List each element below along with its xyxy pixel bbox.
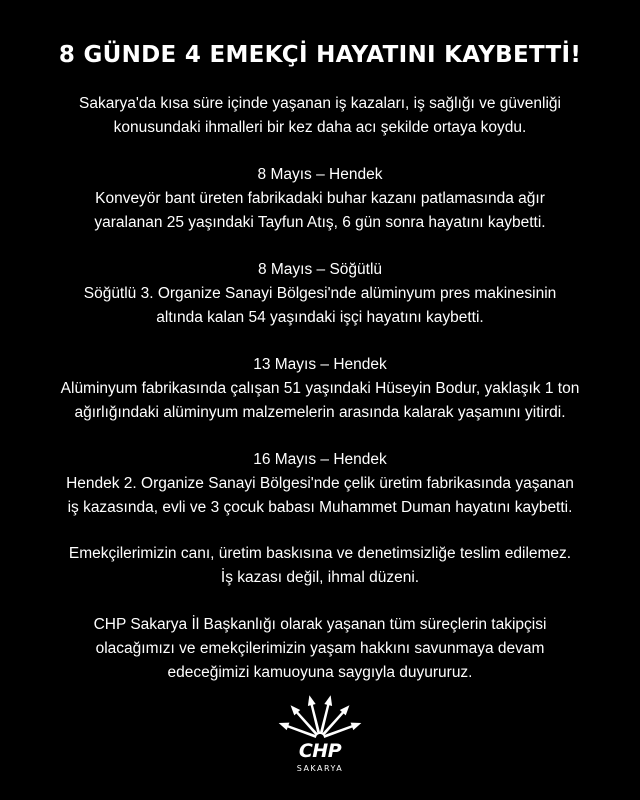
incident-line: iş kazasında, evli ve 3 çocuk babası Muhammet Duman hayatını kaybetti. xyxy=(67,499,573,516)
logo-name: CHP xyxy=(298,740,342,762)
closing-paragraph xyxy=(40,613,600,685)
incident-line: ağırlığındaki alüminyum malzemelerin arasında kalarak yaşamını yitirdi. xyxy=(74,404,566,421)
incident-3 xyxy=(40,353,600,425)
incident-heading: 8 Mayıs – Söğütlü xyxy=(257,261,383,278)
closing-line: edeceğimizi kamuoyuna saygıyla duyururuz. xyxy=(167,664,473,681)
closing-line: olacağımızı ve emekçilerimizin yaşam hakkını savunmaya devam xyxy=(95,640,545,657)
incident-2 xyxy=(40,258,600,330)
logo-subtitle: SAKARYA xyxy=(296,764,344,773)
incident-line: altında kalan 54 yaşındaki işçi hayatını kaybetti. xyxy=(156,309,484,326)
incident-line: Konveyör bant üreten fabrikadaki buhar kazanı patlamasında ağır xyxy=(95,190,545,207)
incident-4 xyxy=(40,448,600,520)
intro-paragraph xyxy=(40,92,600,140)
statement-paragraph xyxy=(40,542,600,590)
intro-line: konusundaki ihmalleri bir kez daha acı şekilde ortaya koydu. xyxy=(113,119,527,136)
incident-1 xyxy=(40,163,600,235)
six-arrows-icon xyxy=(270,680,370,740)
incident-heading: 13 Mayıs – Hendek xyxy=(253,356,387,373)
incident-line: Alüminyum fabrikasında çalışan 51 yaşındaki Hüseyin Bodur, yaklaşık 1 ton xyxy=(60,380,580,397)
incident-line: Hendek 2. Organize Sanayi Bölgesi'nde çelik üretim fabrikasında yaşanan xyxy=(66,475,574,492)
incident-line: Söğütlü 3. Organize Sanayi Bölgesi'nde alüminyum pres makinesinin xyxy=(83,285,557,302)
incident-line: yaralanan 25 yaşındaki Tayfun Atış, 6 gün sonra hayatını kaybetti. xyxy=(94,214,546,231)
intro-line: Sakarya'da kısa süre içinde yaşanan iş kazaları, iş sağlığı ve güvenliği xyxy=(79,95,561,112)
incident-heading: 8 Mayıs – Hendek xyxy=(257,166,383,183)
closing-line: CHP Sakarya İl Başkanlığı olarak yaşanan tüm süreçlerin takipçisi xyxy=(93,616,547,633)
statement-line: Emekçilerimizin canı, üretim baskısına ve denetimsizliğe teslim edilemez. xyxy=(68,545,572,562)
incident-heading: 16 Mayıs – Hendek xyxy=(253,451,387,468)
statement-line: İş kazası değil, ihmal düzeni. xyxy=(220,569,420,586)
page-title: 8 GÜNDE 4 EMEKÇİ HAYATINI KAYBETTİ! xyxy=(58,42,582,68)
chp-logo xyxy=(270,680,370,780)
